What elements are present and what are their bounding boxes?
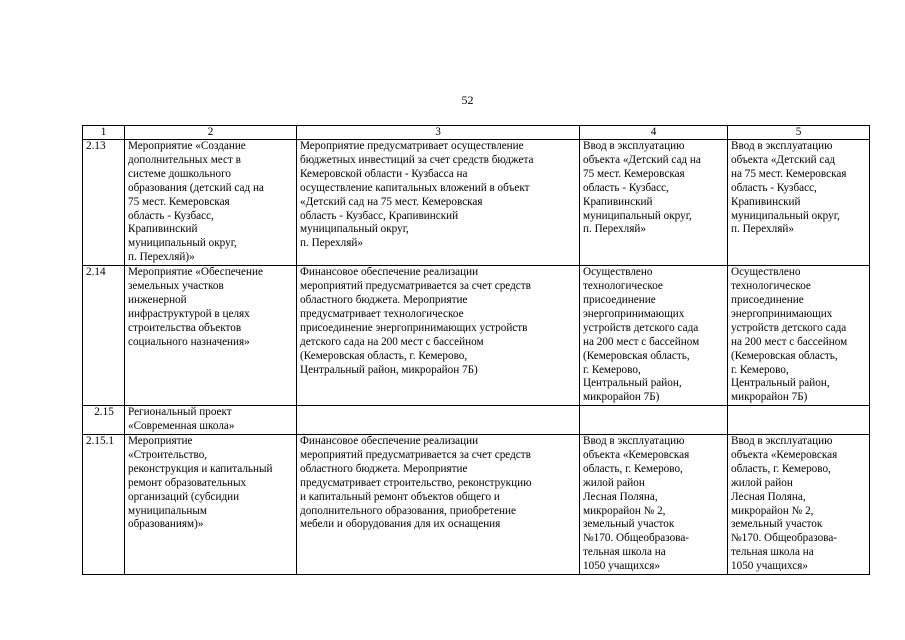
cell-col-5 [728, 435, 870, 575]
cell-text-line: предусматривает технологическое [300, 307, 464, 320]
cell-text-line: Мероприятие «Создание [128, 140, 246, 152]
cell-text-line: п. Перехляй» [300, 237, 363, 250]
cell-text-line: Центральный район, микрорайон 7Б) [300, 363, 478, 376]
cell-col-4 [580, 435, 728, 575]
header-col-3: 3 [297, 126, 580, 140]
cell-text-line: энергопринимающих [583, 307, 685, 320]
cell-text-line: муниципальным [128, 504, 207, 517]
cell-text-line: Лесная Поляна, [583, 490, 658, 503]
cell-text-line: социального назначения» [128, 335, 250, 348]
cell-text-line: ремонт образовательных [128, 476, 247, 489]
cell-text-line: технологическое [583, 280, 663, 293]
cell-text-line: (Кемеровская область, г. Кемерово, [300, 349, 468, 362]
cell-text-line: Региональный проект [128, 406, 232, 419]
cell-text-line: муниципальный округ, [731, 209, 840, 222]
cell-text-line: область - Кузбасс, [583, 181, 669, 194]
cell-text-line: (Кемеровская область, [583, 349, 690, 362]
cell-text-line: объекта «Кемеровская [731, 448, 838, 461]
cell-text-line: тельная школа на [731, 546, 814, 559]
cell-text-line: мебели и оборудования для их оснащения [300, 518, 501, 531]
cell-text-line: дополнительных мест в [128, 153, 241, 166]
cell-text-line: Ввод в эксплуатацию [583, 435, 685, 448]
cell-text-line: детского сада на 200 мест с бассейном [300, 335, 484, 348]
cell-text-line: микрорайон № 2, [583, 504, 666, 517]
cell-text-line: муниципальный округ, [128, 237, 237, 250]
cell-text-line: земельный участок [583, 518, 675, 531]
cell-text-line: Ввод в эксплуатацию [583, 140, 685, 152]
cell-text-line: тельная школа на [583, 546, 666, 559]
cell-col-3 [297, 435, 580, 575]
cell-text-line: Осуществлено [583, 266, 653, 279]
cell-text-line: строительства объектов [128, 321, 242, 334]
cell-col-5 [728, 140, 870, 266]
cell-text-line: муниципальный округ, [583, 209, 692, 222]
cell-col-2 [125, 406, 297, 435]
cell-text-line: на 200 мест с бассейном [583, 335, 700, 348]
cell-text-line: предусматривает строительство, реконструкцию [300, 476, 532, 489]
cell-col-3 [297, 266, 580, 406]
cell-text-line: мероприятий предусматривается за счет средств [300, 280, 531, 293]
cell-text-line: Кемеровской области - Кузбасса на [300, 167, 468, 180]
cell-text-line: присоединение энергопринимающих устройств [300, 321, 528, 334]
cell-text-line: Ввод в эксплуатацию [731, 140, 833, 152]
cell-text-line: объекта «Детский сад [731, 153, 836, 166]
row-number-cell: 2.14 [83, 266, 125, 406]
page-number: 52 [461, 93, 474, 107]
cell-text-line: реконструкция и капитальный [128, 462, 273, 475]
cell-text-line: микрорайон 7Б) [583, 391, 660, 404]
cell-text-line: Ввод в эксплуатацию [731, 435, 833, 448]
cell-text-line: устройств детского сада [583, 321, 699, 334]
cell-text-line: объекта «Кемеровская [583, 448, 690, 461]
cell-text-line: №170. Общеобразова- [583, 532, 690, 545]
row-number-cell: 2.15 [83, 406, 125, 435]
cell-text-line: г. Кемерово, [583, 363, 641, 376]
cell-text-line: инженерной [128, 293, 187, 306]
cell-text-line: Мероприятие «Обеспечение [128, 266, 263, 279]
cell-text-line: область, г. Кемерово, [731, 462, 831, 475]
cell-text-line: областного бюджета. Мероприятие [300, 462, 468, 475]
table-row [83, 266, 870, 406]
cell-text-line: «Детский сад на 75 мест. Кемеровская [300, 195, 483, 208]
cell-text-line: жилой район [731, 476, 793, 489]
cell-text-line: земельных участков [128, 280, 224, 293]
header-col-4: 4 [580, 126, 728, 140]
header-col-2: 2 [125, 126, 297, 140]
cell-col-4 [580, 140, 728, 266]
table-header-row [83, 126, 870, 140]
row-number-cell: 2.13 [83, 140, 125, 266]
cell-col-3 [297, 406, 580, 435]
cell-text-line: осуществление капитальных вложений в объект [300, 181, 530, 194]
cell-text-line: область, г. Кемерово, [583, 462, 683, 475]
cell-col-2 [125, 266, 297, 406]
cell-text-line: дополнительного образования, приобретение [300, 504, 516, 517]
cell-text-line: п. Перехляй)» [128, 251, 195, 264]
cell-text-line: системе дошкольного [128, 167, 231, 180]
cell-text-line: Крапивинский [583, 195, 653, 208]
cell-text-line: на 75 мест. Кемеровская [731, 167, 847, 180]
cell-text-line: и капитальный ремонт объектов общего и [300, 490, 500, 503]
cell-text-line: Центральный район, [731, 377, 830, 390]
cell-text-line: Финансовое обеспечение реализации [300, 266, 479, 279]
cell-text-line: п. Перехляй» [731, 223, 794, 236]
cell-text-line: Лесная Поляна, [731, 490, 806, 503]
cell-text-line: объекта «Детский сад на [583, 153, 701, 166]
cell-text-line: бюджетных инвестиций за счет средств бюджета [300, 153, 534, 166]
cell-text-line: образования (детский сад на [128, 181, 264, 194]
cell-text-line: инфраструктурой в целях [128, 307, 250, 320]
cell-text-line: Центральный район, [583, 377, 682, 390]
cell-text-line: «Современная школа» [128, 420, 235, 433]
cell-text-line: Финансовое обеспечение реализации [300, 435, 479, 448]
row-number-cell: 2.15.1 [83, 435, 125, 575]
cell-text-line: 1050 учащихся» [583, 560, 660, 573]
cell-text-line: организаций (субсидии [128, 490, 240, 503]
cell-text-line: Мероприятие [128, 435, 193, 448]
cell-col-5 [728, 266, 870, 406]
header-col-5: 5 [728, 126, 870, 140]
cell-text-line: «Строительство, [128, 448, 208, 461]
cell-text-line: на 200 мест с бассейном [731, 335, 848, 348]
table-row [83, 406, 870, 435]
cell-text-line: область - Кузбасс, Крапивинский [300, 209, 459, 222]
cell-text-line: образованиям)» [128, 518, 204, 531]
cell-text-line: областного бюджета. Мероприятие [300, 293, 468, 306]
cell-text-line: г. Кемерово, [731, 363, 789, 376]
cell-text-line: Крапивинский [128, 223, 198, 236]
cell-text-line: муниципальный округ, [300, 223, 409, 236]
cell-text-line: жилой район [583, 476, 645, 489]
cell-text-line: Мероприятие предусматривает осуществление [300, 140, 524, 152]
cell-text-line: область - Кузбасс, [128, 209, 214, 222]
cell-col-2 [125, 140, 297, 266]
measures-table [82, 125, 870, 575]
cell-text-line: (Кемеровская область, [731, 349, 838, 362]
cell-text-line: п. Перехляй» [583, 223, 646, 236]
cell-text-line: микрорайон № 2, [731, 504, 814, 517]
cell-text-line: 1050 учащихся» [731, 560, 808, 573]
cell-text-line: мероприятий предусматривается за счет средств [300, 448, 531, 461]
cell-col-3 [297, 140, 580, 266]
cell-text-line: область - Кузбасс, [731, 181, 817, 194]
cell-text-line: энергопринимающих [731, 307, 833, 320]
cell-text-line: №170. Общеобразова- [731, 532, 838, 545]
table-row [83, 140, 870, 266]
cell-col-2 [125, 435, 297, 575]
cell-text-line: 75 мест. Кемеровская [128, 195, 230, 208]
cell-text-line: присоединение [583, 293, 656, 306]
cell-text-line: 75 мест. Кемеровская [583, 167, 685, 180]
cell-text-line: земельный участок [731, 518, 823, 531]
cell-text-line: технологическое [731, 280, 811, 293]
cell-text-line: микрорайон 7Б) [731, 391, 808, 404]
cell-col-4 [580, 266, 728, 406]
header-col-1: 1 [83, 126, 125, 140]
cell-text-line: Крапивинский [731, 195, 801, 208]
cell-text-line: Осуществлено [731, 266, 801, 279]
cell-col-5 [728, 406, 870, 435]
table-row [83, 435, 870, 575]
cell-col-4 [580, 406, 728, 435]
cell-text-line: присоединение [731, 293, 804, 306]
cell-text-line: устройств детского сада [731, 321, 847, 334]
